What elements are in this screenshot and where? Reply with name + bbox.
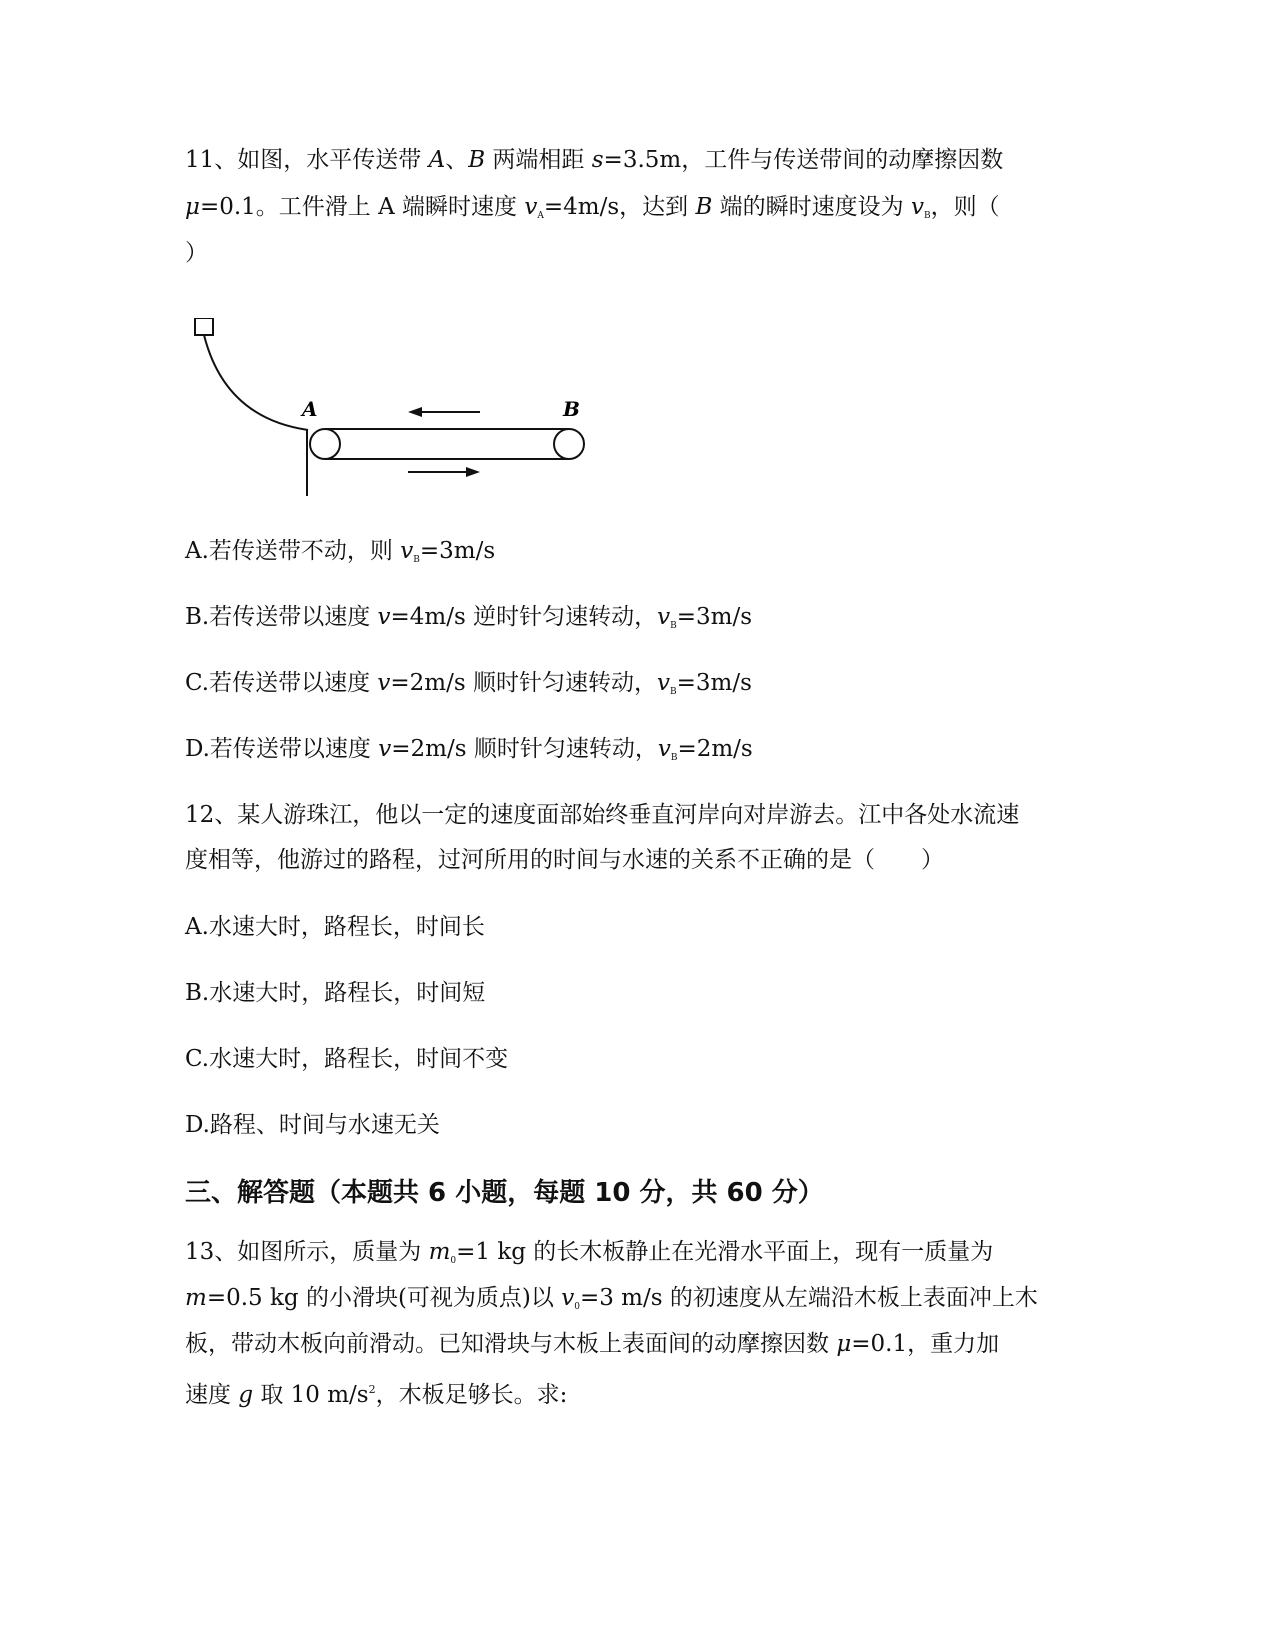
q13-text: =3 m/s 的初速度从左端沿木板上表面冲上木 xyxy=(579,1285,1038,1311)
point-b-label: B xyxy=(468,147,486,173)
figure-label-b: B xyxy=(563,397,580,421)
velocity-symbol: v xyxy=(657,736,671,762)
option-text: =3m/s xyxy=(676,604,753,630)
q12-line-1: 12、某人游珠江，他以一定的速度面部始终垂直河岸向对岸游去。江中各处水流速 xyxy=(185,802,1020,828)
option-text: D.若传送带以速度 xyxy=(185,736,379,762)
q13-line-4 xyxy=(185,1375,567,1410)
subscript: B xyxy=(670,621,677,631)
q11-text: 两端相距 xyxy=(485,147,592,173)
mass-symbol: m xyxy=(185,1285,207,1311)
q13-line-1 xyxy=(185,1237,993,1276)
option-text: C.若传送带以速度 xyxy=(185,670,378,696)
q11-text: =4m/s，达到 xyxy=(543,194,696,220)
workpiece-block xyxy=(195,318,213,335)
mass-symbol: m xyxy=(428,1239,451,1265)
option-text: B.若传送带以速度 xyxy=(185,604,378,630)
subscript: B xyxy=(669,687,677,697)
pulley-b xyxy=(554,429,584,459)
pulley-a xyxy=(310,429,340,459)
q13-text: =1 kg 的长木板静止在光滑水平面上，现有一质量为 xyxy=(456,1239,994,1265)
option-text: A.若传送带不动，则 xyxy=(185,538,401,564)
q11-option-c xyxy=(185,668,752,707)
q11-line-2 xyxy=(185,192,1000,231)
option-text: =2m/s xyxy=(677,736,753,762)
subscript: 0 xyxy=(450,1256,457,1266)
distance-symbol: s xyxy=(591,147,604,173)
velocity-symbol: v xyxy=(377,604,391,630)
subscript: B xyxy=(413,555,420,565)
q12-option-a: A.水速大时，路程长，时间长 xyxy=(185,914,485,940)
q11-text: 11、如图，水平传送带 xyxy=(185,147,429,173)
q11-line-3: ） xyxy=(185,240,208,266)
q11-option-b xyxy=(185,602,752,641)
subscript: A xyxy=(537,211,544,221)
conveyor-belt-figure xyxy=(180,318,620,518)
q13-line-2 xyxy=(185,1283,1038,1322)
option-text: =3m/s xyxy=(676,670,752,696)
q11-text: ，则（ xyxy=(930,194,1000,220)
mu-symbol: μ xyxy=(836,1331,852,1357)
arrow-left-icon xyxy=(408,407,422,417)
point-b-label: B xyxy=(695,194,713,220)
subscript: B xyxy=(670,753,678,763)
subscript: B xyxy=(923,211,931,221)
q11-text: =0.1。工件滑上 A 端瞬时速度 xyxy=(199,194,525,220)
velocity-symbol: v xyxy=(656,670,670,696)
velocity-symbol: v xyxy=(524,194,538,220)
q13-text: =0.1，重力加 xyxy=(851,1331,1000,1357)
q11-text: 、 xyxy=(445,147,469,173)
q13-text: 13、如图所示，质量为 xyxy=(185,1239,429,1265)
option-text: =2m/s 顺时针匀速转动， xyxy=(390,670,657,696)
q13-text: 板，带动木板向前滑动。已知滑块与木板上表面间的动摩擦因数 xyxy=(185,1331,837,1357)
subscript: 0 xyxy=(574,1302,580,1312)
q13-text: 速度 xyxy=(185,1382,239,1408)
figure-label-a: A xyxy=(302,397,318,421)
q13-line-3 xyxy=(185,1329,999,1359)
q12-line-2: 度相等，他游过的路程，过河所用的时间与水速的关系不正确的是（ ） xyxy=(185,847,944,873)
q13-text: 取 10 m/s xyxy=(253,1382,369,1408)
q11-option-a xyxy=(185,536,495,575)
velocity-symbol: v xyxy=(910,194,924,220)
option-text: =2m/s 顺时针匀速转动， xyxy=(391,736,658,762)
q12-option-d: D.路程、时间与水速无关 xyxy=(185,1112,440,1138)
gravity-symbol: g xyxy=(238,1382,254,1408)
q11-text: 端的瞬时速度设为 xyxy=(712,194,911,220)
q11-text: =3.5m，工件与传送带间的动摩擦因数 xyxy=(603,147,1004,173)
q13-text: ，木板足够长。求: xyxy=(375,1382,568,1408)
option-text: =4m/s 逆时针匀速转动， xyxy=(390,604,658,630)
section-heading: 三、解答题（本题共 6 小题，每题 10 分，共 60 分） xyxy=(185,1178,824,1208)
q11-option-d xyxy=(185,734,753,773)
mu-symbol: μ xyxy=(185,194,200,220)
point-a-label: A xyxy=(428,147,446,173)
velocity-symbol: v xyxy=(657,604,671,630)
arrow-right-icon xyxy=(466,467,480,477)
q12-option-b: B.水速大时，路程长，时间短 xyxy=(185,980,486,1006)
option-text: =3m/s xyxy=(419,538,496,564)
curved-ramp xyxy=(204,335,308,430)
velocity-symbol: v xyxy=(400,538,414,564)
q13-text: =0.5 kg 的小滑块(可视为质点)以 xyxy=(206,1285,562,1311)
superscript: 2 xyxy=(368,1383,376,1396)
q12-option-c: C.水速大时，路程长，时间不变 xyxy=(185,1046,509,1072)
velocity-symbol: v xyxy=(378,736,392,762)
velocity-symbol: v xyxy=(377,670,391,696)
q11-line-1 xyxy=(185,145,1003,175)
velocity-symbol: v xyxy=(561,1285,575,1311)
